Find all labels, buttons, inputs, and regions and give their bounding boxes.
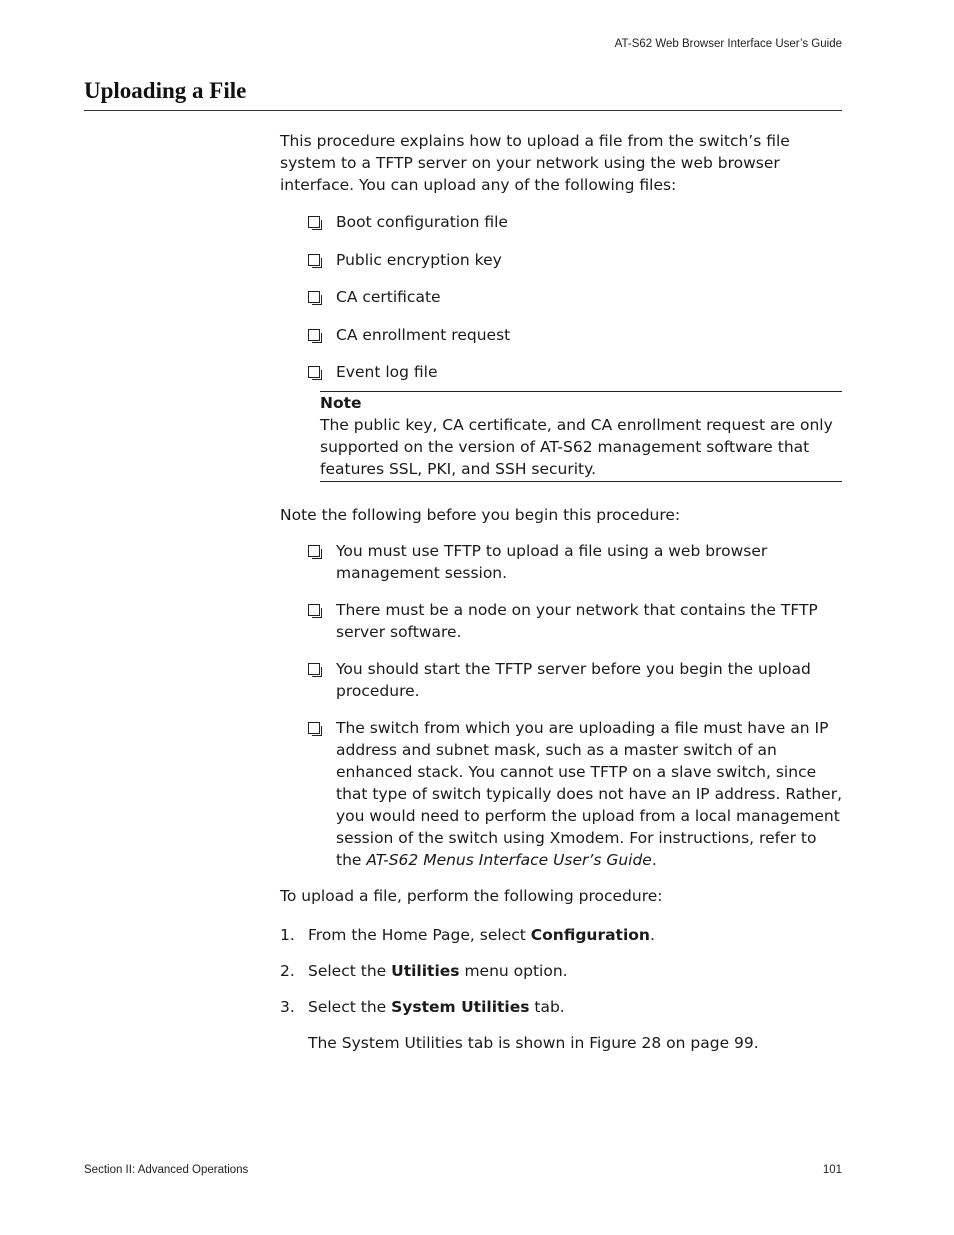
body-content xyxy=(280,130,842,1054)
running-header: AT-S62 Web Browser Interface User’s Guide xyxy=(614,38,842,50)
checkbox-bullet-icon xyxy=(308,545,320,557)
step-number: 3. xyxy=(280,998,295,1016)
list-item: You must use TFTP to upload a file using a web browser management session. xyxy=(308,540,842,584)
ui-term: Configuration xyxy=(530,926,650,944)
checkbox-bullet-icon xyxy=(308,663,320,675)
checkbox-bullet-icon xyxy=(308,254,320,266)
ui-term: System Utilities xyxy=(391,998,530,1016)
step-followup: The System Utilities tab is shown in Figure 28 on page 99. xyxy=(308,1034,759,1052)
step-item: 2. Select the Utilities menu option. xyxy=(280,962,568,980)
intro-paragraph: This procedure explains how to upload a file from the switch’s file system to a TFTP server on your network using the web browser interface. You can upload any of the following files: xyxy=(280,132,790,194)
section-title: Uploading a File xyxy=(84,78,247,103)
note-box xyxy=(320,391,842,482)
procedure-intro: To upload a file, perform the following procedure: xyxy=(280,887,663,905)
list-item: You should start the TFTP server before you begin the upload procedure. xyxy=(308,658,842,702)
step-number: 2. xyxy=(280,962,295,980)
prerequisite-list xyxy=(280,540,842,871)
list-item: Event log file xyxy=(308,361,842,383)
list-item: Public encryption key xyxy=(308,249,842,271)
guide-reference: AT-S62 Menus Interface User’s Guide xyxy=(366,851,652,869)
checkbox-bullet-icon xyxy=(308,216,320,228)
checkbox-bullet-icon xyxy=(308,329,320,341)
list-item: CA certificate xyxy=(308,286,842,308)
before-intro: Note the following before you begin this procedure: xyxy=(280,506,681,524)
page-number: 101 xyxy=(822,1164,842,1176)
step-item: 1. From the Home Page, select Configuration. xyxy=(280,926,655,944)
step-number: 1. xyxy=(280,926,295,944)
procedure-steps xyxy=(280,924,842,1018)
file-type-list xyxy=(280,211,842,383)
checkbox-bullet-icon xyxy=(308,291,320,303)
checkbox-bullet-icon xyxy=(308,722,320,734)
step-item: 3. Select the System Utilities tab. xyxy=(280,998,565,1016)
ui-term: Utilities xyxy=(391,962,460,980)
title-rule xyxy=(84,110,842,111)
checkbox-bullet-icon xyxy=(308,604,320,616)
list-item: There must be a node on your network that contains the TFTP server software. xyxy=(308,599,842,643)
note-text: The public key, CA certificate, and CA enrollment request are only supported on the version of AT-S62 management software that features SSL, PKI, and SSH security. xyxy=(320,416,833,478)
note-label: Note xyxy=(320,394,362,412)
checkbox-bullet-icon xyxy=(308,366,320,378)
list-item: Boot configuration file xyxy=(308,211,842,233)
list-item: The switch from which you are uploading a file must have an IP address and subnet mask, such as a master switch of an enhanced stack. You cannot use TFTP on a slave switch, since that type of switch typically does not have an IP address. Rather, you would need to perform the upload from a local management session of the switch using Xmodem. For instructions, refer to the AT-S62 Menus Interface User’s Guide. xyxy=(308,717,842,871)
footer-section: Section II: Advanced Operations xyxy=(84,1164,249,1176)
list-item: CA enrollment request xyxy=(308,324,842,346)
